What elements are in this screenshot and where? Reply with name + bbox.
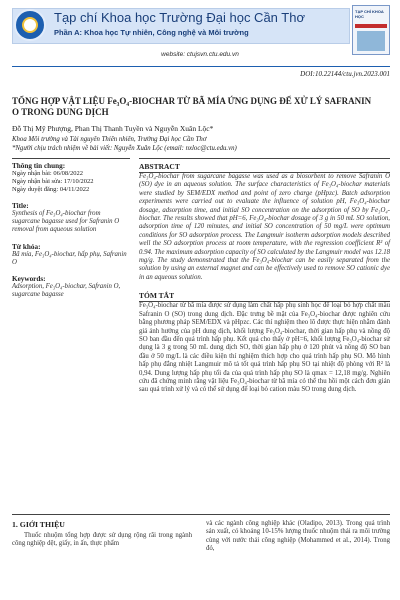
abstract-heading: ABSTRACT	[139, 162, 180, 171]
logo-emblem	[22, 17, 38, 33]
date-accepted: Ngày duyệt đăng: 04/11/2022	[12, 186, 90, 193]
intro-heading: 1. GIỚI THIỆU	[12, 520, 65, 529]
header-divider	[12, 66, 390, 67]
tomtat-heading: TÓM TẮT	[139, 291, 175, 301]
section-divider	[12, 514, 390, 515]
abstract-text: Fe₃O₄-biochar from sugarcane bagasse was used as a biosorbent to remove Safranin O (SO) dye in an aqueous solution. The surface characteristics of Fe₃O₄-biochar materials were studied by SEM/EDX method and point of zero charge (pHpzc). Batch adsorption experiments were carried out to evaluate the influence of solution pH, Fe₃O₄-biochar dosage, adsorption time, and initial SO concentration on the adsorption of SO by Fe₃O₄-biochar. The results showed that pH=6, Fe₃O₄-biochar dosage of 3 g in 50 mL SO solution, adsorption time of 120 minutes, and initial SO concentration of 50 mg/L were optimum conditions for SO adsorption process. The Langmuir isotherm adsorption models described well the SO adsorption process at room temperature, with the regression coefficient R² of 0.94. The maximum adsorption capacity of SO calculated by the Langmuir model was 12.18 mg/g. The study demonstrated that the Fe₃O₄-biochar can be easily separated from the solution by using an external magnet and can be effectively used to remove SO cationic dye in an aqueous solution.	[139, 173, 390, 281]
english-title-label: Title:	[12, 202, 29, 210]
cover-band	[355, 24, 387, 28]
info-heading: Thông tin chung:	[12, 162, 66, 170]
journal-subtitle: Phần A: Khoa học Tự nhiên, Công nghệ và Môi trường	[54, 28, 249, 37]
keywords-list: Adsorption, Fe₃O₄-biochar, Safranin O, sugarcane bagasse	[12, 283, 121, 299]
keywords-label: Keywords:	[12, 275, 46, 284]
university-logo	[14, 9, 46, 41]
date-revised: Ngày nhận bài sửa: 17/10/2022	[12, 178, 94, 185]
intro-text-left: Thuốc nhuộm tổng hợp được sử dụng rộng rãi trong ngành công nghiệp dệt, giấy, in ấn, thực phẩm	[12, 532, 192, 548]
journal-title: Tạp chí Khoa học Trường Đại học Cần Thơ	[54, 10, 305, 25]
author-list: Đỗ Thị Mỹ Phượng, Phan Thị Thanh Tuyền và Nguyễn Xuân Lộc*	[12, 124, 214, 133]
tukhoa-list: Bã mía, Fe₃O₄-biochar, hấp phụ, Safranin O	[12, 250, 127, 266]
cover-title: TẠP CHÍ KHOA HỌC	[355, 9, 384, 19]
tomtat-text: Fe₃O₄-biochar từ bã mía được sử dụng làm chất hấp phụ sinh học để loại bỏ hợp chất màu Safranin O (SO) trong dung dịch. Đặc trưng bề mặt của Fe₃O₄-biochar được nghiên cứu bằng phương pháp SEM/EDX và pHpzc. Các thí nghiệm theo lô được thực hiện nhằm đánh giá ảnh hưởng của pH dung dịch, khối lượng Fe₃O₄-biochar, thời gian hấp phụ và nồng độ SO ban đầu đến quá trình hấp phụ. Kết quả cho thấy ở pH=6, khối lượng Fe₃O₄-biochar sử dụng là 3 g trong 50 mL dung dịch SO, thời gian hấp phụ ở 120 phút và nồng độ SO ban đầu ở 50 mg/L là các điều kiện thí nghiệm thích hợp cho quá trình hấp phụ SO. Mô hình hấp phụ đẳng nhiệt Langmuir mô tả tốt quá trình hấp phụ SO tại nhiệt độ phòng với R² là 0,94. Dung lượng hấp phụ tối đa của quá trình hấp phụ SO là qmax = 12,18 mg/g. Nghiên cứu đã chứng minh rằng vật liệu Fe₃O₄-biochar từ bã mía có thể thu hồi một cách đơn giản sau quá trình xử lý và có thể sử dụng để loại bỏ cation màu SO trong dung dịch.	[139, 302, 390, 394]
journal-website[interactable]: website: ctujsvn.ctu.edu.vn	[161, 51, 239, 58]
abstract-column	[139, 158, 390, 395]
intro-text-right: và các ngành công nghiệp khác (Oladipo, 2013). Trong quá trình sản xuất, có khoảng 10-15% lượng thuốc nhuộm thải ra môi trường cùng với nước thải công nghiệp (Mohammed et al., 2014). Trong đó,	[206, 520, 390, 553]
affiliation: Khoa Môi trường và Tài nguyên Thiên nhiên, Trường Đại học Cần Thơ	[12, 136, 207, 143]
article-info-column	[12, 158, 130, 299]
cover-image	[357, 31, 385, 51]
info-top-rule	[12, 158, 130, 159]
tukhoa-label: Từ khóa:	[12, 242, 41, 251]
english-title: Synthesis of Fe₃O₄-biochar from sugarcane bagasse used for Safranin O removal from aqueous solution	[12, 210, 120, 234]
journal-cover-thumbnail	[352, 5, 390, 55]
corresponding-author: *Người chịu trách nhiệm về bài viết: Nguyễn Xuân Lộc (email: nxloc@ctu.edu.vn)	[12, 145, 237, 152]
journal-masthead	[0, 0, 400, 66]
date-received: Ngày nhận bài: 06/08/2022	[12, 170, 83, 177]
article-title: TỔNG HỢP VẬT LIỆU Fe₃O₄-BIOCHAR TỪ BÃ MÍA ỨNG DỤNG ĐỂ XỬ LÝ SAFRANIN O TRONG DUNG DỊCH	[12, 96, 372, 117]
doi-link[interactable]: DOI:10.22144/ctu.jvn.2023.001	[300, 70, 390, 78]
